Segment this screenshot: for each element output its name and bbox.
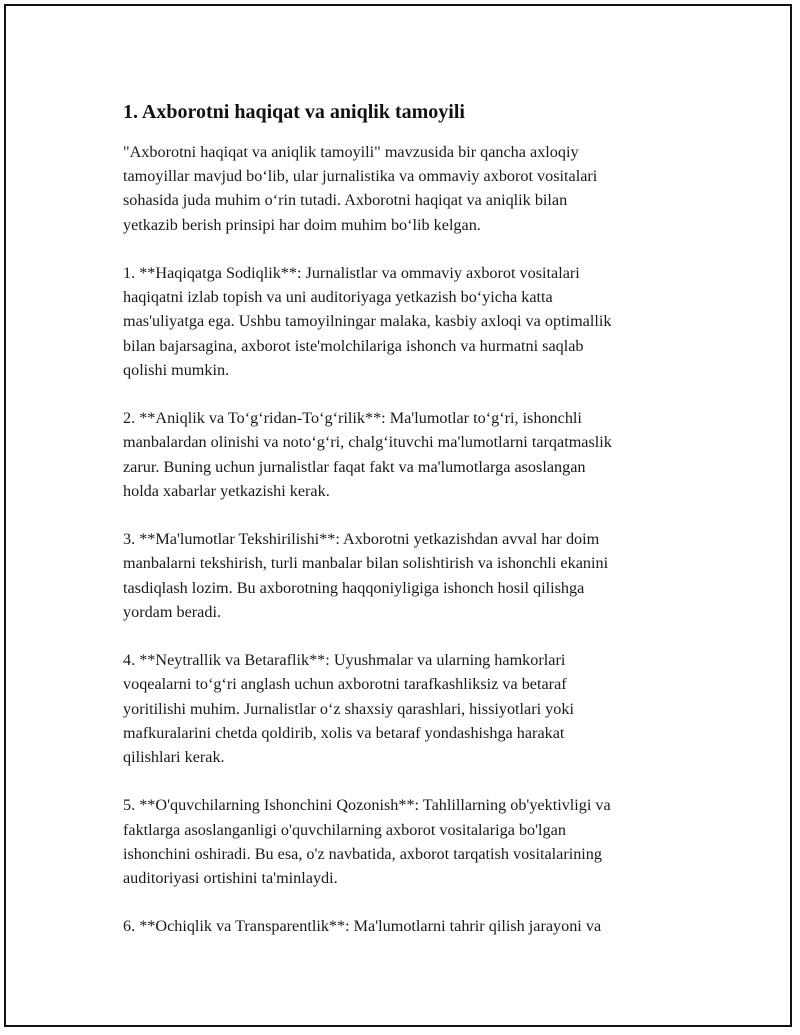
principle-paragraph-5: [119, 793, 694, 890]
text-line: voqealarni to‘g‘ri anglash uchun axborotni tarafkashliksiz va betaraf: [123, 675, 567, 694]
text-line: haqiqatni izlab topish va uni auditoriyaga yetkazish bo‘yicha katta: [123, 288, 553, 307]
text-line: mas'uliyatga ega. Ushbu tamoyilningar malaka, kasbiy axloqi va optimallik: [123, 312, 612, 331]
text-line: auditoriyasi ortishini ta'minlaydi.: [123, 869, 338, 888]
principle-paragraph-4: [119, 648, 694, 769]
text-line: yordam beradi.: [123, 602, 221, 621]
text-line: 5. **O'quvchilarning Ishonchini Qozonish**: Tahlillarning ob'yektivligi va: [123, 796, 611, 815]
principle-paragraph-6: [119, 914, 694, 938]
text-line: 2. **Aniqlik va To‘g‘ridan-To‘g‘rilik**: Ma'lumotlar to‘g‘ri, ishonchli: [123, 409, 582, 428]
text-line: ishonchini oshiradi. Bu esa, o'z navbatida, axborot tarqatish vositalarining: [123, 844, 602, 863]
principle-paragraph-2: [119, 406, 694, 503]
text-line: 1. **Haqiqatga Sodiqlik**: Jurnalistlar va ommaviy axborot vositalari: [123, 264, 580, 282]
text-line: holda xabarlar yetkazishi kerak.: [123, 481, 330, 500]
text-line: tamoyillar mavjud bo‘lib, ular jurnalistika va ommaviy axborot vositalari: [123, 167, 598, 186]
text-line: yetkazib berish prinsipi har doim muhim bo‘lib kelgan.: [123, 215, 481, 234]
text-line: 4. **Neytrallik va Betaraflik**: Uyushmalar va ularning hamkorlari: [123, 651, 566, 670]
text-line: yoritilishi muhim. Jurnalistlar o‘z shaxsiy qarashlari, hissiyotlari yoki: [123, 699, 574, 718]
principle-paragraph-3: [119, 527, 694, 624]
page-frame: [4, 4, 792, 1027]
text-line: manbalarni tekshirish, turli manbalar bilan solishtirish va ishonchli ekanini: [123, 554, 609, 573]
text-line: "Axborotni haqiqat va aniqlik tamoyili" mavzusida bir qancha axloqiy: [123, 143, 579, 161]
text-line: tasdiqlash lozim. Bu axborotning haqqoniyligiga ishonch hosil qilishga: [123, 578, 585, 597]
text-line: faktlarga asoslanganligi o'quvchilarning axborot vositalariga bo'lgan: [123, 820, 566, 839]
text-line: qilishlari kerak.: [123, 748, 225, 767]
text-line: sohasida juda muhim o‘rin tutadi. Axborotni haqiqat va aniqlik bilan: [123, 191, 568, 210]
text-line: manbalardan olinishi va noto‘g‘ri, chalg‘ituvchi ma'lumotlarni tarqatmaslik: [123, 433, 612, 452]
section-heading: 1. Axborotni haqiqat va aniqlik tamoyili: [123, 101, 465, 123]
text-line: qolishi mumkin.: [123, 360, 230, 379]
document-body: [119, 100, 694, 963]
text-line: mafkuralarini chetda qoldirib, xolis va betaraf yondashishga harakat: [123, 723, 565, 742]
intro-paragraph: [119, 140, 694, 237]
text-line: zarur. Buning uchun jurnalistlar faqat fakt va ma'lumotlarga asoslangan: [123, 457, 586, 476]
text-line: bilan bajarsagina, axborot iste'molchilariga ishonch va hurmatni saqlab: [123, 336, 584, 355]
text-line: 3. **Ma'lumotlar Tekshirilishi**: Axborotni yetkazishdan avval har doim: [123, 530, 600, 549]
principle-paragraph-1: [119, 261, 694, 382]
text-line: 6. **Ochiqlik va Transparentlik**: Ma'lumotlarni tahrir qilish jarayoni va: [123, 917, 602, 936]
